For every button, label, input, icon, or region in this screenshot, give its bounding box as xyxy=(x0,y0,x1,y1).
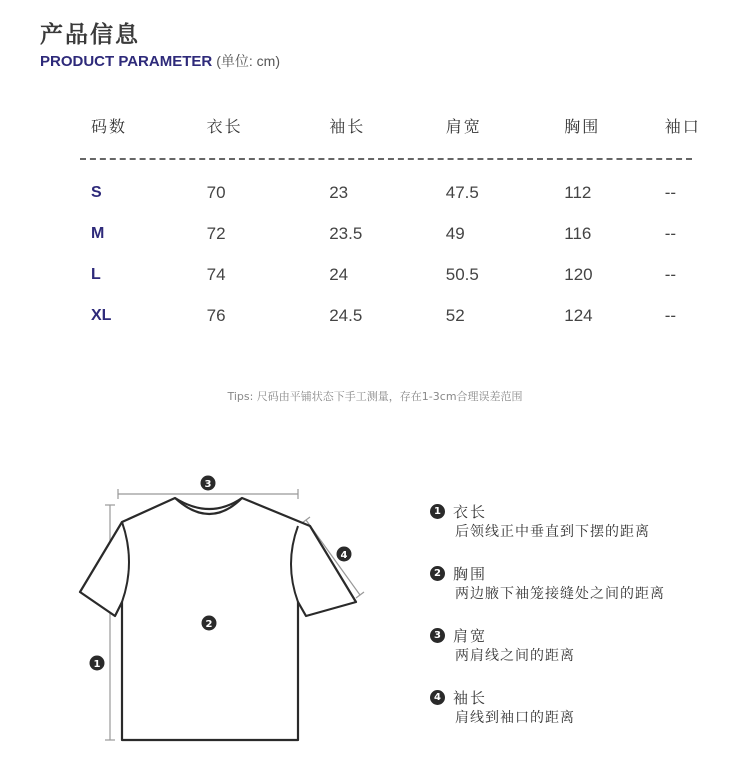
shirt-body xyxy=(80,498,356,740)
cuff-cell: -- xyxy=(664,264,677,284)
measurement-legend xyxy=(430,500,665,748)
legend-item xyxy=(430,624,665,686)
size-cell: S xyxy=(91,183,102,201)
sleeve-cell: 23.5 xyxy=(329,223,363,243)
chest-cell: 124 xyxy=(564,305,593,325)
shoulder-cell: 52 xyxy=(445,305,465,325)
column-header: 袖口 xyxy=(664,116,701,136)
length-cell: 76 xyxy=(206,305,226,325)
legend-desc: 两肩线之间的距离 xyxy=(455,648,575,664)
marker-label: 2 xyxy=(205,619,213,630)
table-row xyxy=(55,254,725,295)
sleeve-cell: 24.5 xyxy=(329,305,363,325)
subtitle-text: PRODUCT PARAMETER xyxy=(40,53,213,70)
column-header: 衣长 xyxy=(206,116,243,136)
chest-cell: 120 xyxy=(564,264,593,284)
unit-label: (单位: cm) xyxy=(216,53,280,69)
legend-head xyxy=(430,562,665,584)
legend-desc: 两边腋下袖笼接缝处之间的距离 xyxy=(455,586,665,602)
size-cell: M xyxy=(91,224,105,242)
table-row xyxy=(55,172,725,213)
size-cell: L xyxy=(91,265,101,283)
chest-cell: 112 xyxy=(564,182,592,202)
table-row xyxy=(55,295,725,336)
legend-desc: 后领线正中垂直到下摆的距离 xyxy=(455,524,650,540)
chest-cell: 116 xyxy=(564,223,592,243)
marker-label: 4 xyxy=(340,550,348,561)
dashed-divider xyxy=(80,158,692,160)
separator-cell xyxy=(55,142,725,172)
tips-note: Tips: 尺码由平铺状态下手工测量，存在1-3cm合理误差范围 xyxy=(227,390,523,403)
cuff-cell: -- xyxy=(664,223,677,243)
size-table xyxy=(55,108,725,336)
marker-1 xyxy=(90,656,105,671)
length-cell: 70 xyxy=(206,182,226,202)
cuff-cell: -- xyxy=(664,182,677,202)
legend-head xyxy=(430,500,665,522)
legend-title: 胸围 xyxy=(453,564,488,583)
shoulder-cell: 47.5 xyxy=(445,182,479,202)
column-header: 袖长 xyxy=(329,116,366,136)
number-badge: 3 xyxy=(430,628,445,643)
tshirt-diagram xyxy=(70,470,370,760)
legend-item xyxy=(430,500,665,562)
legend-head xyxy=(430,686,665,708)
legend-title: 肩宽 xyxy=(453,626,488,645)
marker-label: 3 xyxy=(204,479,212,490)
table-header-row xyxy=(55,108,725,142)
length-cell: 72 xyxy=(206,223,226,243)
number-badge: 2 xyxy=(430,566,445,581)
shoulder-cell: 50.5 xyxy=(445,264,479,284)
sleeve-cell: 23 xyxy=(329,182,349,202)
page-title: 产品信息 xyxy=(40,22,140,48)
sleeve-cell: 24 xyxy=(329,264,349,284)
marker-label: 1 xyxy=(93,659,101,670)
legend-head xyxy=(430,624,665,646)
marker-3 xyxy=(201,476,216,491)
separator-row xyxy=(55,142,725,172)
shoulder-cell: 49 xyxy=(445,223,465,243)
size-cell: XL xyxy=(91,306,112,324)
column-header: 码数 xyxy=(91,116,128,136)
number-badge: 1 xyxy=(430,504,445,519)
table-row xyxy=(55,213,725,254)
legend-title: 衣长 xyxy=(453,502,488,521)
legend-desc: 肩线到袖口的距离 xyxy=(455,710,575,726)
page-subtitle xyxy=(40,51,280,71)
marker-2 xyxy=(202,616,217,631)
length-cell: 74 xyxy=(206,264,226,284)
sleeve-measure-tick xyxy=(356,592,364,598)
legend-item xyxy=(430,686,665,748)
marker-4 xyxy=(337,547,352,562)
cuff-cell: -- xyxy=(664,305,677,325)
column-header: 肩宽 xyxy=(445,116,482,136)
column-header: 胸围 xyxy=(564,116,601,136)
legend-title: 袖长 xyxy=(453,688,488,707)
legend-item xyxy=(430,562,665,624)
number-badge: 4 xyxy=(430,690,445,705)
